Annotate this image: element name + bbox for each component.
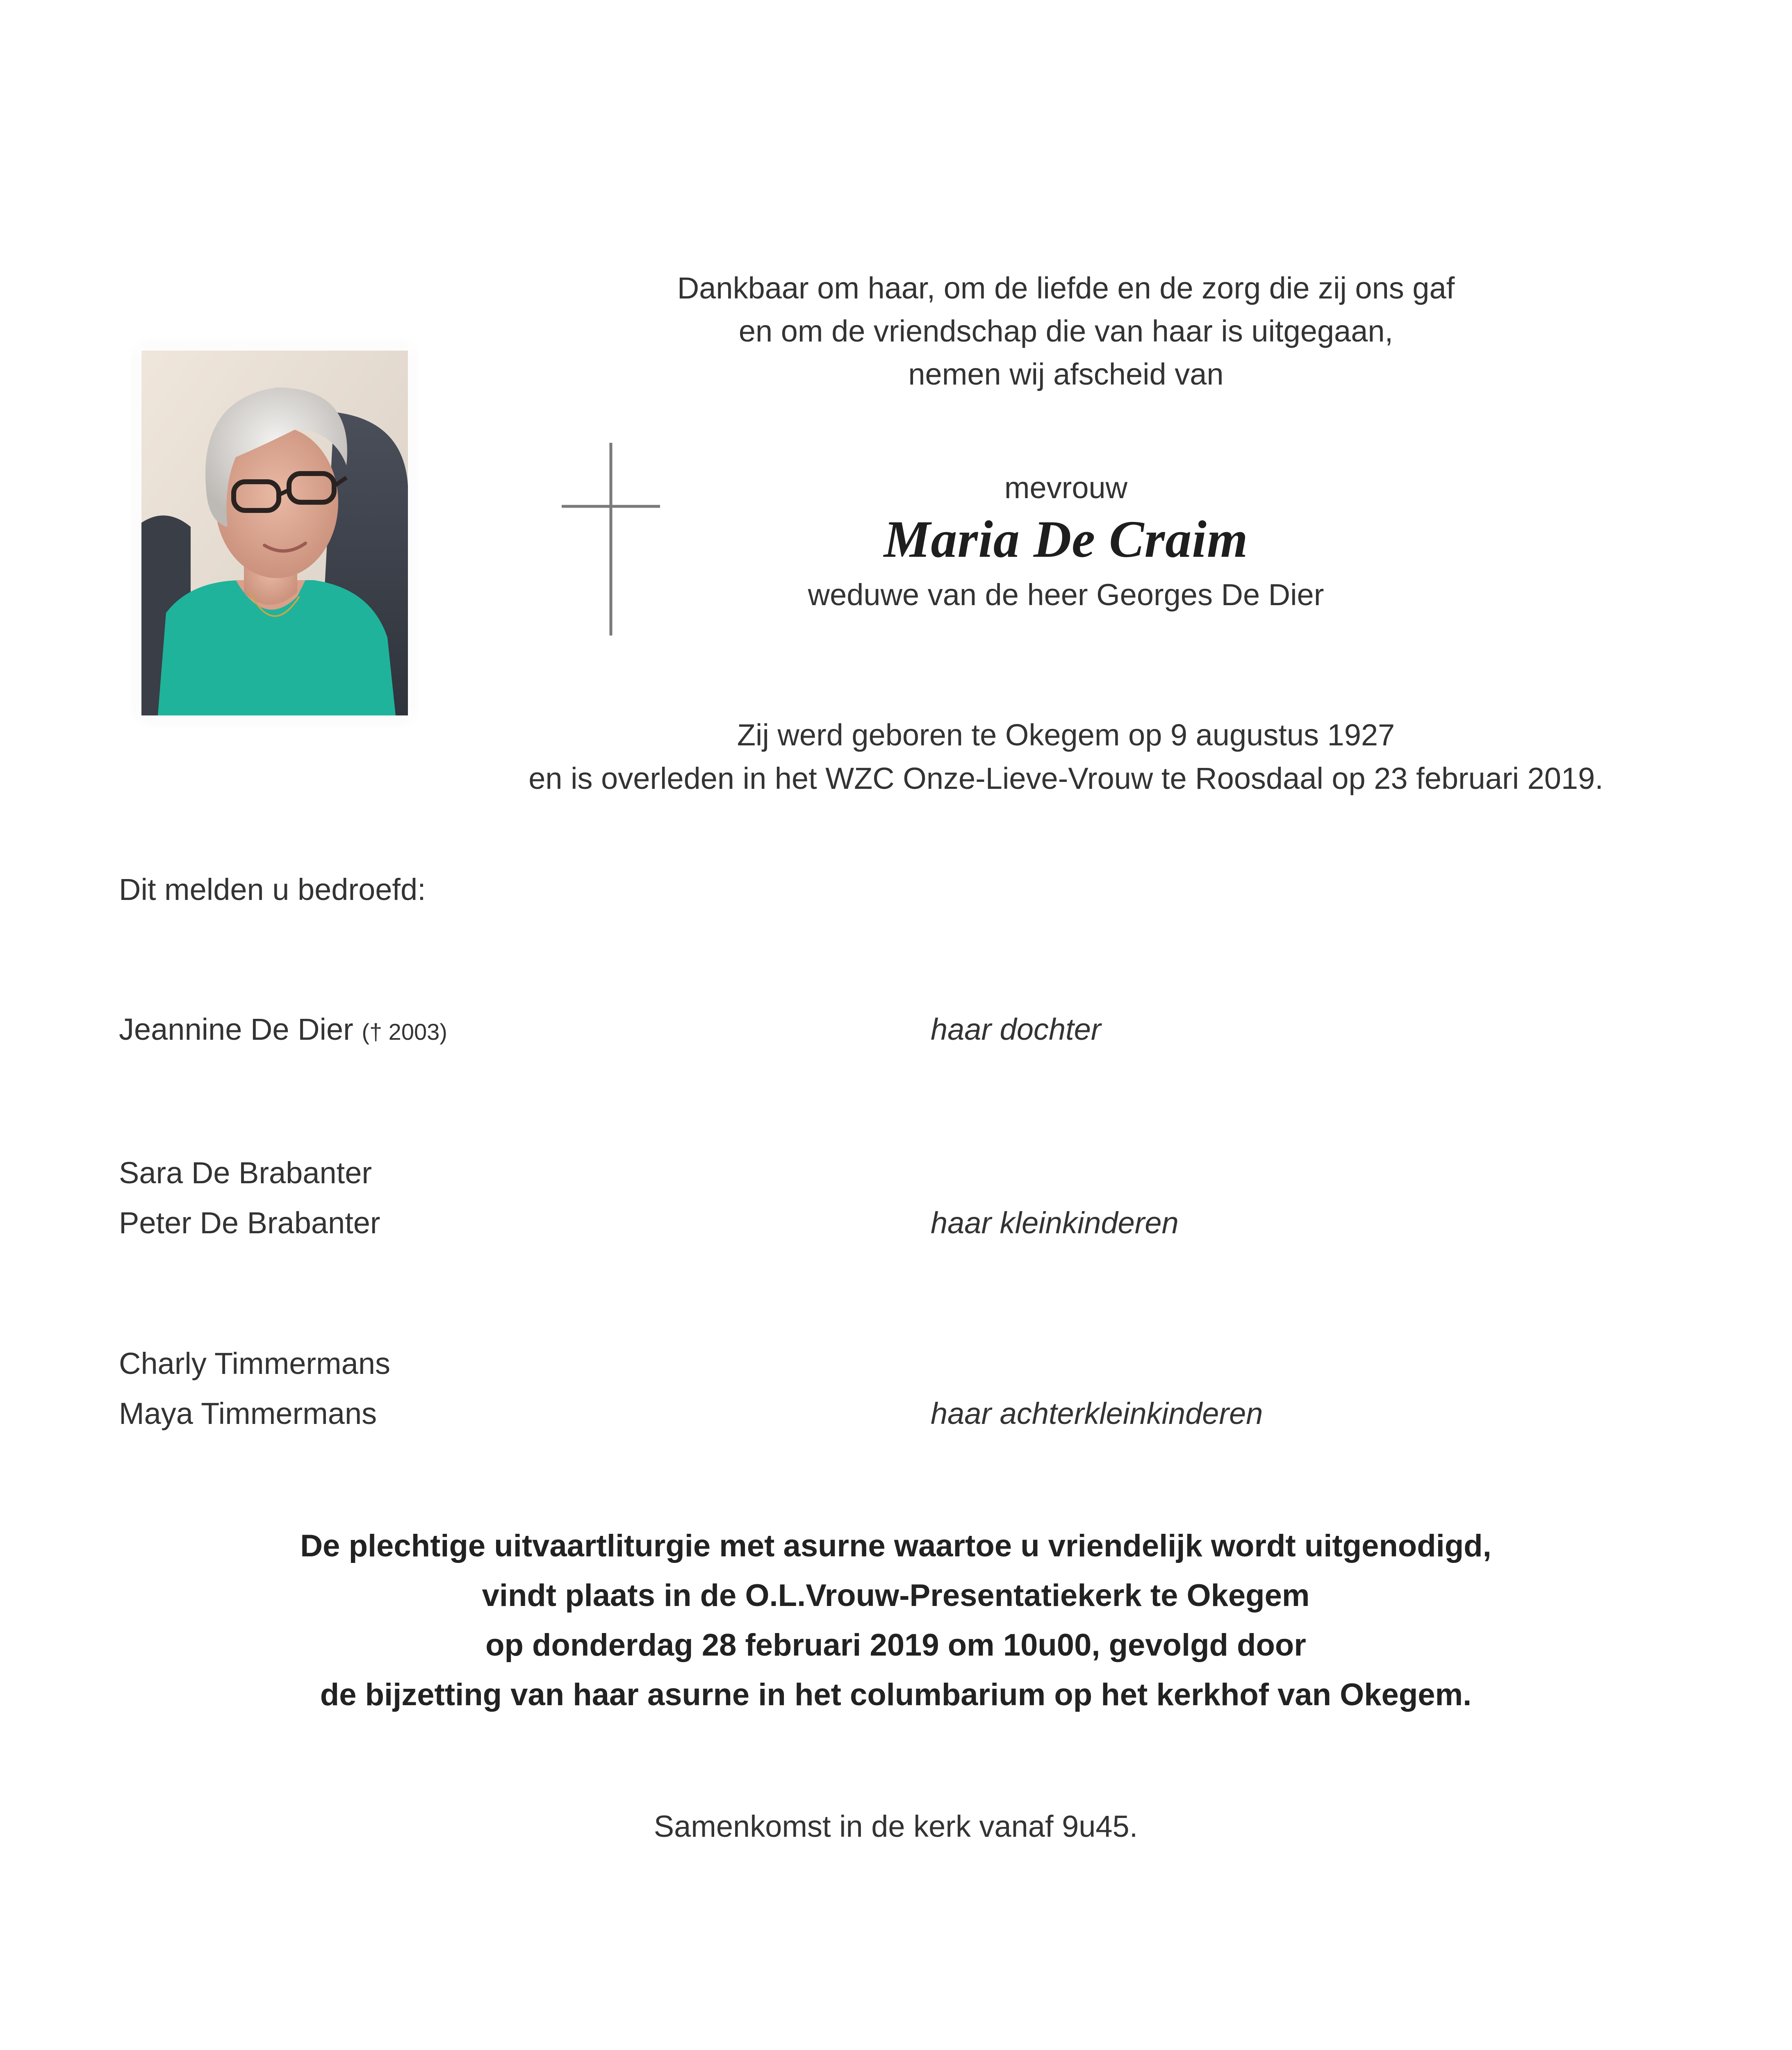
intro-line: en om de vriendschap die van haar is uitgegaan, [738, 314, 1394, 348]
life-dates [430, 713, 1701, 800]
family-names [119, 1148, 380, 1248]
deceased-name: Maria De Craim [883, 510, 1248, 568]
announcement-line: Dit melden u bedroefd: [119, 872, 426, 907]
portrait-photo [141, 351, 408, 715]
birth-line: Zij werd geboren te Okegem op 9 augustus 1927 [737, 718, 1395, 752]
ceremony-line: De plechtige uitvaartliturgie met asurne waartoe u vriendelijk wordt uitgenodigd, [300, 1528, 1491, 1563]
ceremony-line: op donderdag 28 februari 2019 om 10u00, gevolgd door [485, 1628, 1306, 1663]
family-relation: haar kleinkinderen [931, 1206, 1179, 1240]
family-member: Maya Timmermans [119, 1396, 377, 1430]
family-relation: haar achterkleinkinderen [931, 1396, 1263, 1430]
family-member: Charly Timmermans [119, 1346, 390, 1380]
family-member: Peter De Brabanter [119, 1206, 380, 1240]
family-relation: haar dochter [931, 1012, 1101, 1046]
ceremony-line: vindt plaats in de O.L.Vrouw-Presentatiekerk te Okegem [482, 1578, 1310, 1613]
deceased-note: († 2003) [362, 1019, 447, 1045]
gathering-line: Samenkomst in de kerk vanaf 9u45. [653, 1809, 1138, 1843]
family-member [119, 1004, 447, 1055]
death-line: en is overleden in het WZC Onze-Lieve-Vrouw te Roosdaal op 23 februari 2019. [528, 761, 1603, 795]
widow-of-line: weduwe van de heer Georges De Dier [808, 578, 1324, 612]
intro-text [496, 266, 1636, 396]
honorific: mevrouw [1004, 471, 1128, 505]
ceremony-line: de bijzetting van haar asurne in het columbarium op het kerkhof van Okegem. [320, 1677, 1472, 1712]
family-member-name: Jeannine De Dier [119, 1012, 353, 1046]
intro-line: Dankbaar om haar, om de liefde en de zorg die zij ons gaf [677, 271, 1455, 305]
family-names [119, 1339, 390, 1439]
ceremony-info [123, 1521, 1669, 1720]
family-names [119, 1004, 447, 1055]
family-member: Sara De Brabanter [119, 1156, 372, 1190]
intro-line: nemen wij afscheid van [908, 357, 1224, 391]
portrait-illustration [141, 351, 408, 715]
deceased-block [496, 467, 1636, 617]
